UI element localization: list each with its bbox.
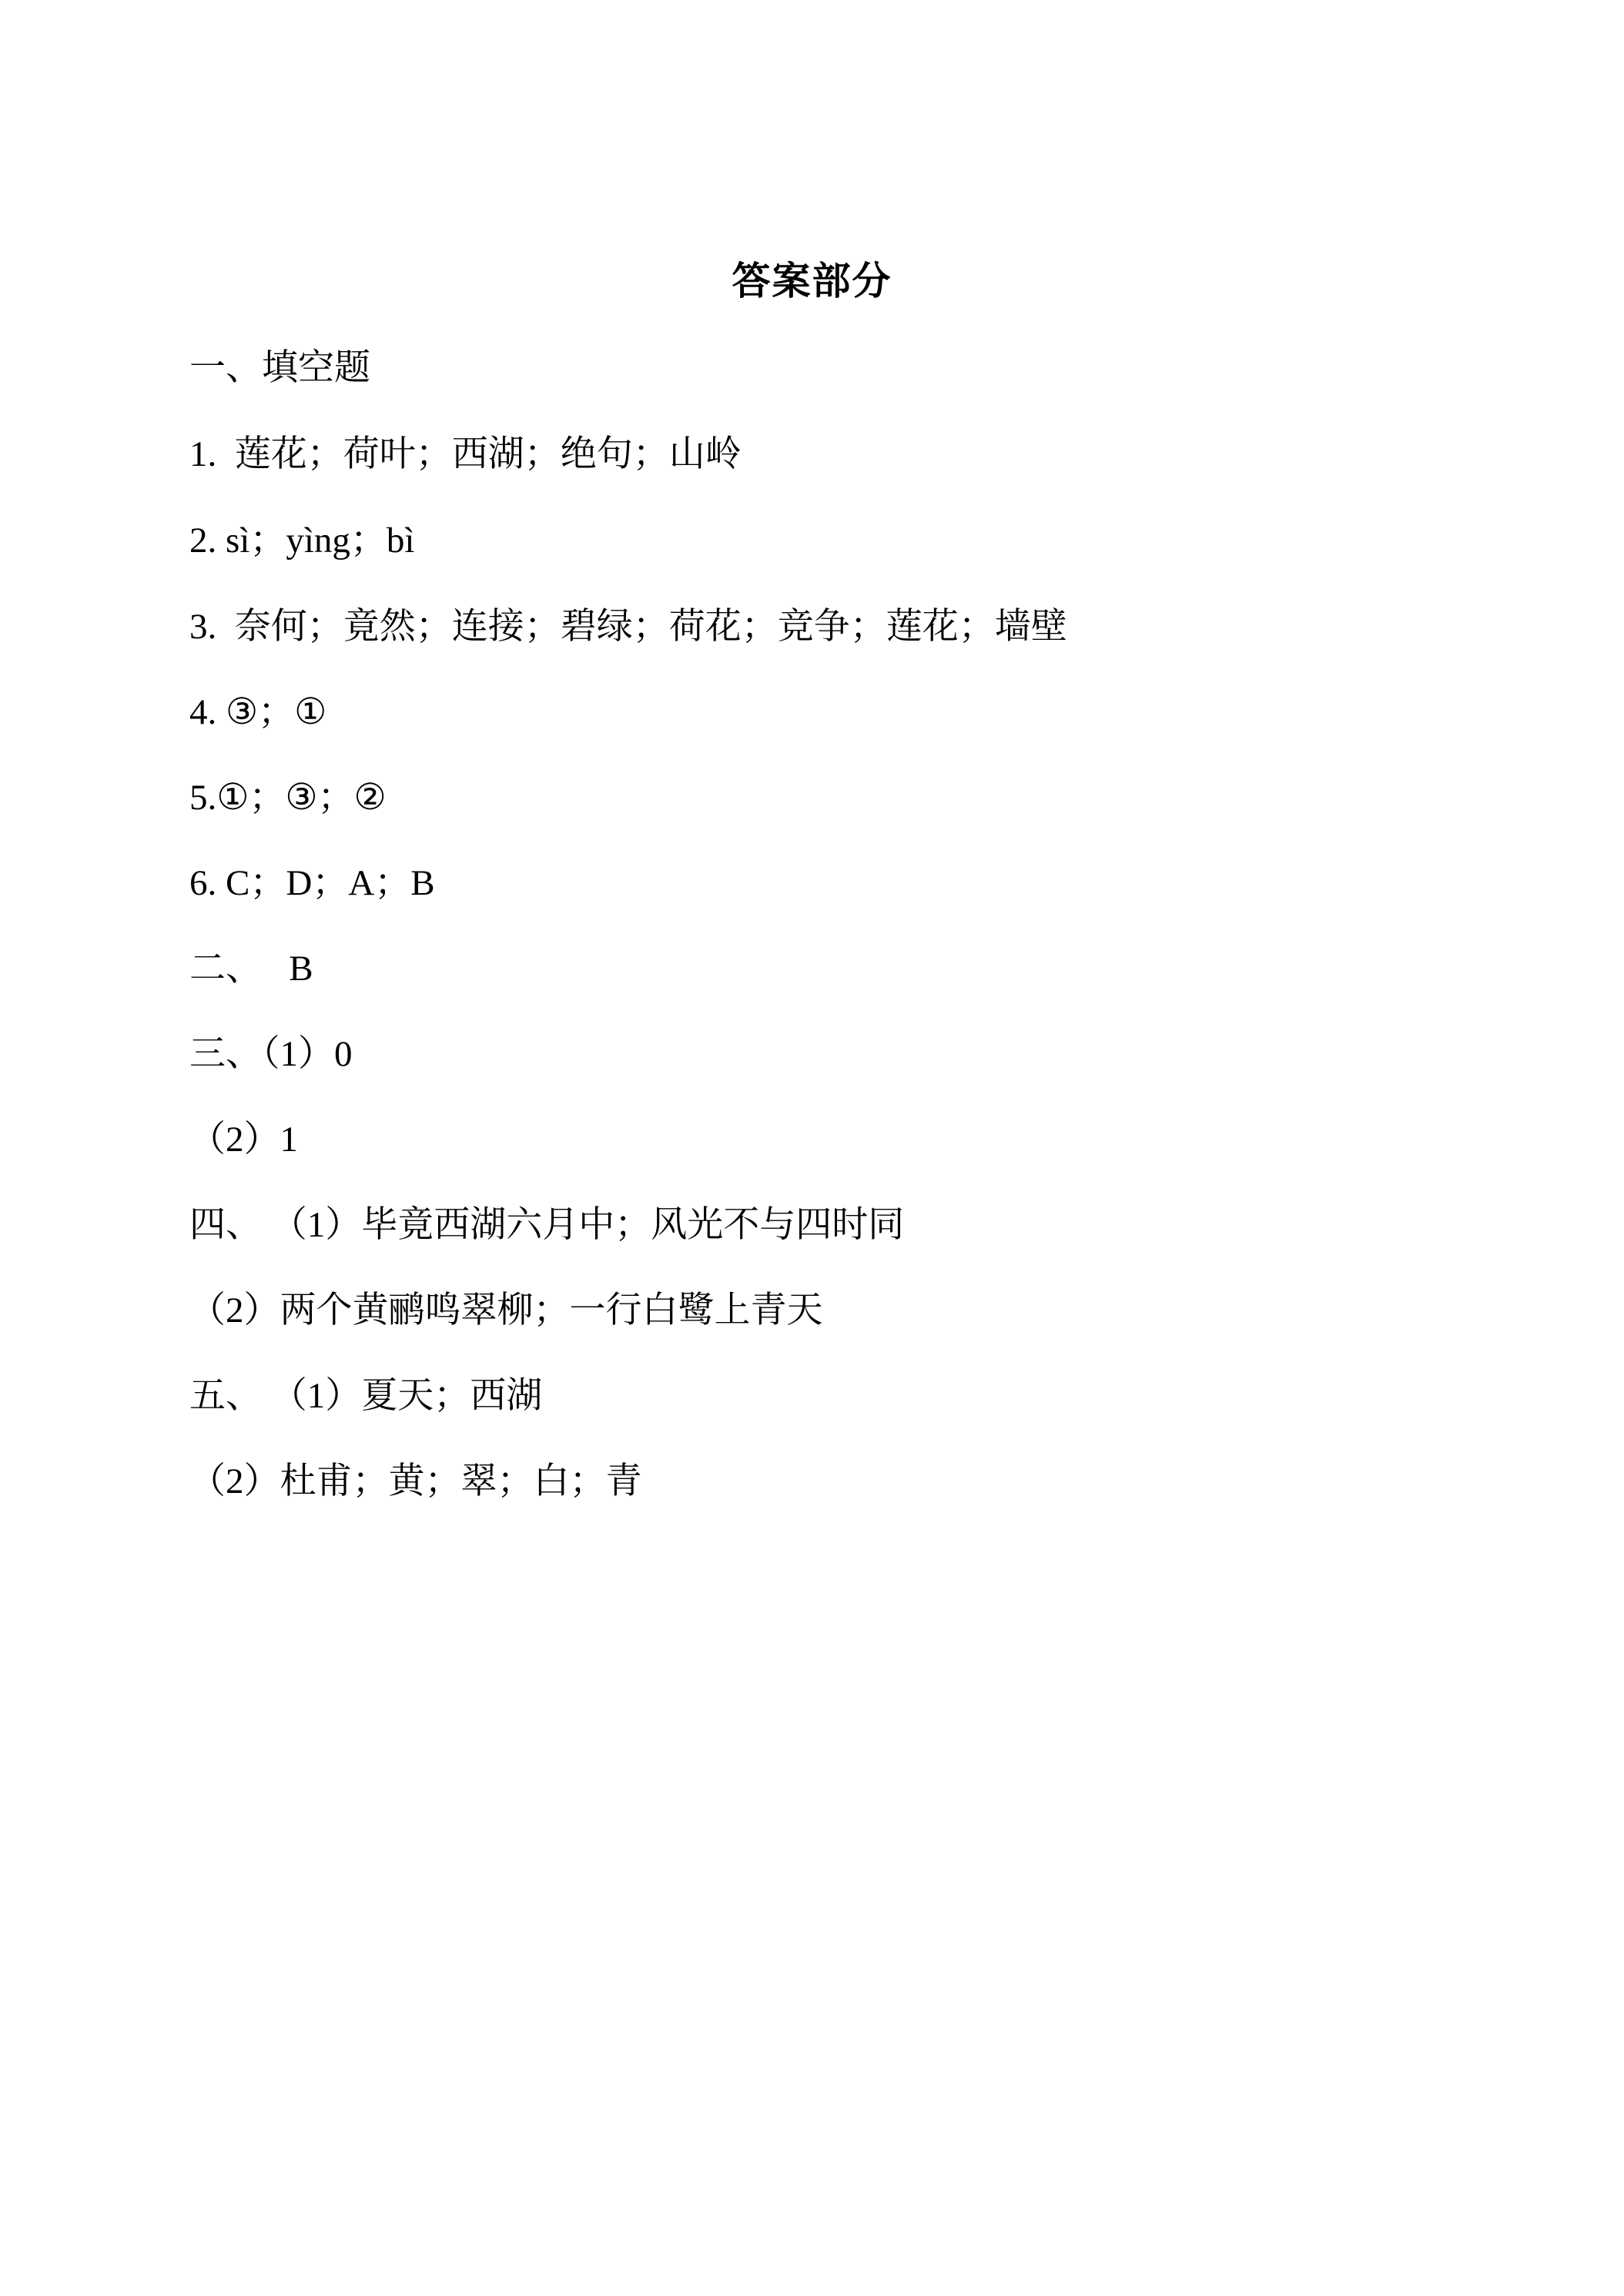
page-title: 答案部分 xyxy=(732,259,892,303)
section-4-answer-1: 四、 （1）毕竟西湖六月中；风光不与四时同 xyxy=(189,1205,905,1245)
section-3-answer-2: （2）1 xyxy=(189,1120,298,1160)
section-2-answer: 二、 B xyxy=(189,949,313,989)
answer-line-1: 1. 莲花；荷叶；西湖；绝句；山岭 xyxy=(189,434,742,474)
answer-line-3: 3. 奈何；竟然；连接；碧绿；荷花；竞争；莲花；墙壁 xyxy=(189,607,1067,647)
section-3-answer-1: 三、（1）0 xyxy=(189,1034,353,1074)
section-4-answer-2: （2）两个黄鹂鸣翠柳；一行白鹭上青天 xyxy=(189,1290,823,1330)
answer-line-2: 2. sì；yìng；bì xyxy=(189,520,415,561)
section-5-answer-1: 五、 （1）夏天；西湖 xyxy=(189,1376,543,1416)
answer-line-4: 4. ③；① xyxy=(189,692,327,732)
section-5-answer-2: （2）杜甫；黄；翠；白；青 xyxy=(189,1461,642,1501)
answer-line-5: 5.①；③；② xyxy=(189,778,387,818)
section-heading-fill-blank: 一、填空题 xyxy=(189,348,370,388)
answer-line-6: 6. C；D；A；B xyxy=(189,863,435,903)
